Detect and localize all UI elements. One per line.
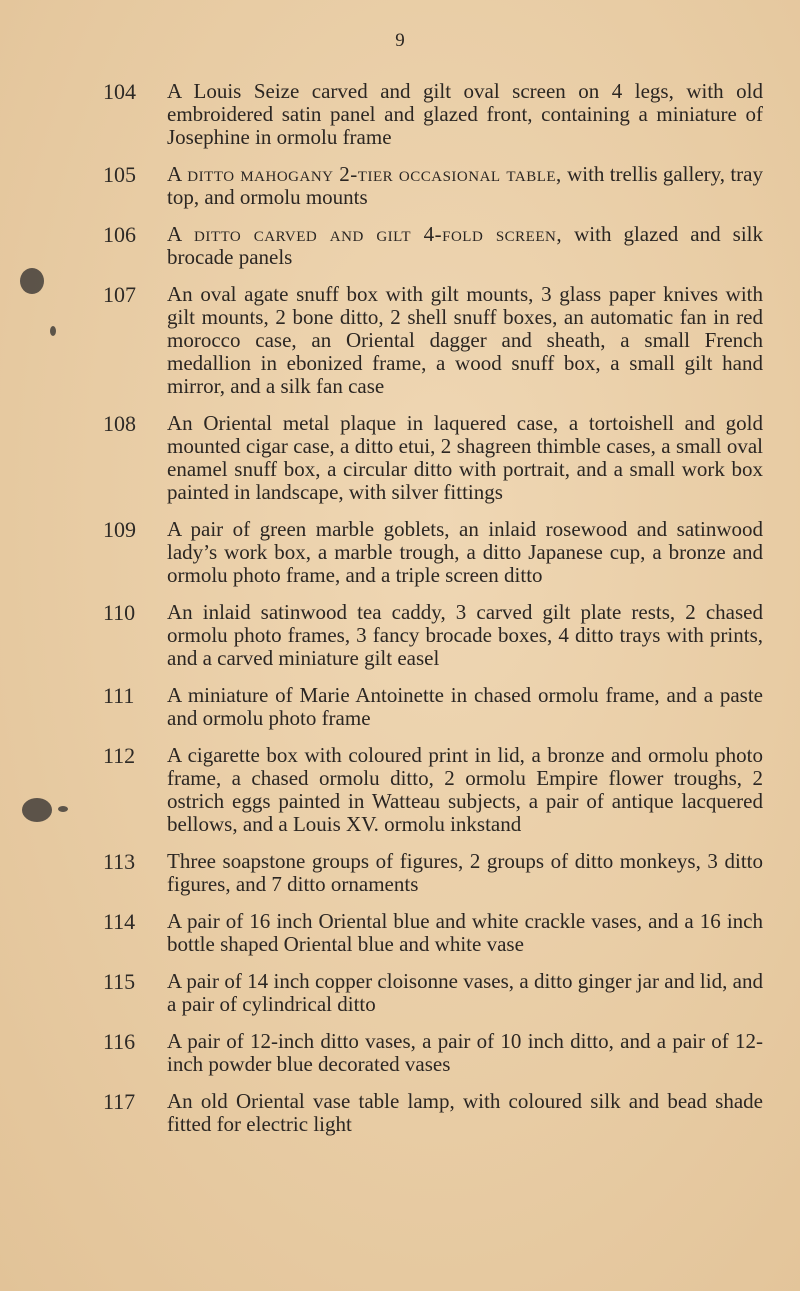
lot-number: 105 [103,162,136,187]
lot-entry [0,910,800,956]
lot-entry [0,283,800,398]
page-number: 9 [395,30,405,51]
lot-number: 108 [103,411,136,436]
lot-number: 112 [103,743,136,768]
lot-entry [0,412,800,504]
lot-entry [0,80,800,149]
lot-number: 110 [103,600,136,625]
lot-description: A ditto mahogany 2-tier occasional table, with trellis gallery, tray top, and ormolu mounts [167,162,763,209]
lot-entry [0,684,800,730]
lot-lead: A ditto carved and gilt 4-fold screen, [167,222,563,246]
lot-entry [0,850,800,896]
lot-description: A pair of 14 inch copper cloisonne vases, a ditto ginger jar and lid, and a pair of cylindrical ditto [167,969,763,1016]
lot-description: An oval agate snuff box with gilt mounts, 3 glass paper knives with gilt mounts, 2 bone ditto, 2 shell snuff boxes, an automatic fan in red morocco case, an Oriental dagger and sheath, a small French medallion in ebonized frame, a wood snuff box, a small gilt hand mirror, and a silk fan case [167,282,763,398]
lot-lead: A ditto mahogany 2-tier occasional table, [167,162,562,186]
lot-entry [0,970,800,1016]
lot-number: 115 [103,969,136,994]
lot-entry [0,223,800,269]
lot-number: 111 [103,683,135,708]
lot-description: Three soapstone groups of figures, 2 groups of ditto monkeys, 3 ditto figures, and 7 ditto ornaments [167,849,763,896]
lot-number: 104 [103,79,136,104]
lot-number: 116 [103,1029,136,1054]
lot-description: A miniature of Marie Antoinette in chased ormolu frame, and a paste and ormolu photo frame [167,683,763,730]
lot-number: 114 [103,909,136,934]
lot-number: 113 [103,849,136,874]
lot-number: 109 [103,517,136,542]
lot-description: A Louis Seize carved and gilt oval screen on 4 legs, with old embroidered satin panel and glazed front, containing a miniature of Josephine in ormolu frame [167,79,763,149]
lot-description: A cigarette box with coloured print in lid, a bronze and ormolu photo frame, a chased ormolu ditto, 2 ormolu Empire flower troughs, 2 ostrich eggs painted in Watteau subjects, a pair of antique lacquered bellows, and a Louis XV. ormolu inkstand [167,743,763,836]
lot-description: An Oriental metal plaque in laquered case, a tortoishell and gold mounted cigar case, a ditto etui, 2 shagreen thimble cases, a small oval enamel snuff box, a circular ditto with portrait, and a small work box painted in landscape, with silver fittings [167,411,763,504]
lot-number: 117 [103,1089,136,1114]
lot-description: A pair of 12-inch ditto vases, a pair of 10 inch ditto, and a pair of 12-inch powder blue decorated vases [167,1029,763,1076]
lot-entry [0,744,800,836]
lot-entry [0,163,800,209]
lot-number: 106 [103,222,136,247]
lot-entry [0,1090,800,1136]
lot-description: A pair of 16 inch Oriental blue and white crackle vases, and a 16 inch bottle shaped Oriental blue and white vase [167,909,763,956]
lot-description: An inlaid satinwood tea caddy, 3 carved gilt plate rests, 2 chased ormolu photo frames, 3 fancy brocade boxes, 4 ditto trays with prints, and a carved miniature gilt easel [167,600,763,670]
lot-list [0,80,800,1150]
lot-entry [0,601,800,670]
lot-description: An old Oriental vase table lamp, with coloured silk and bead shade fitted for electric light [167,1089,763,1136]
lot-number: 107 [103,282,136,307]
lot-entry [0,518,800,587]
lot-entry [0,1030,800,1076]
lot-description: A ditto carved and gilt 4-fold screen, with glazed and silk brocade panels [167,222,763,269]
lot-description: A pair of green marble goblets, an inlaid rosewood and satinwood lady’s work box, a marble trough, a ditto Japanese cup, a bronze and ormolu photo frame, and a triple screen ditto [167,517,763,587]
